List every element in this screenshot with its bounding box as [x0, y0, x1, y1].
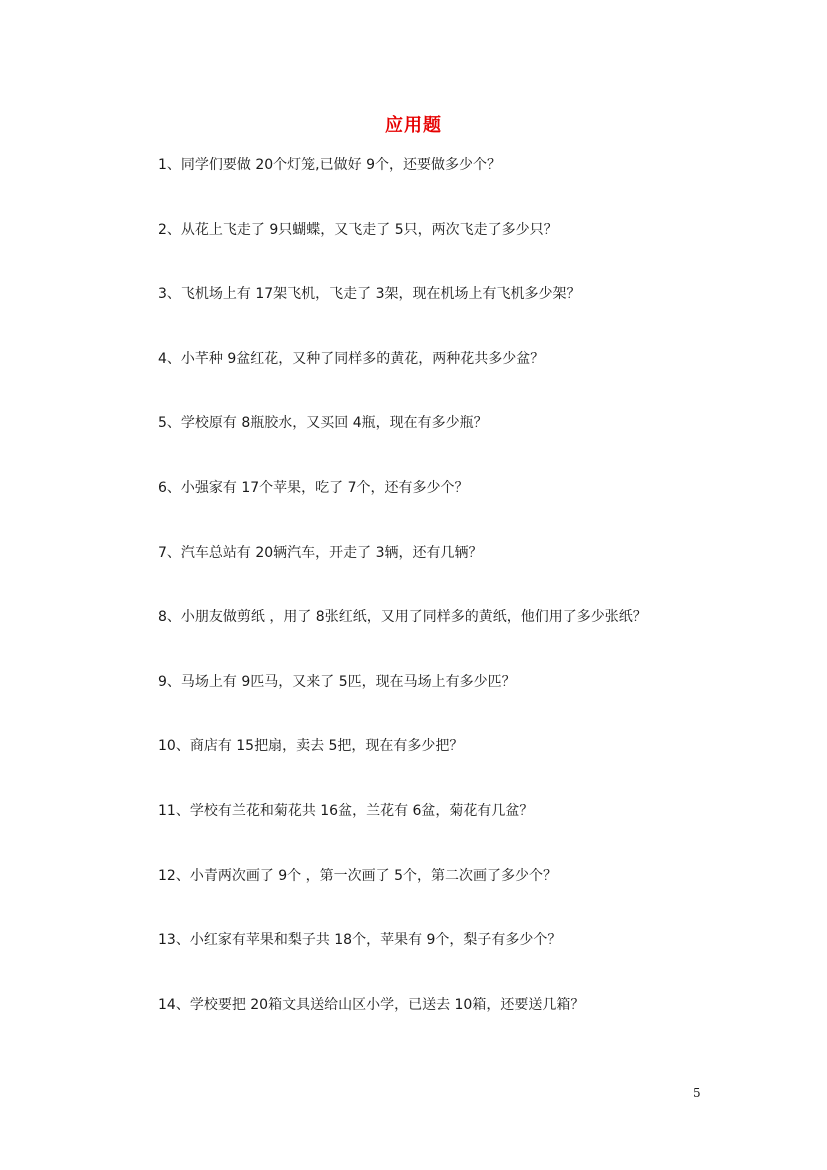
page-title: 应用题: [385, 115, 442, 136]
question-item: 13、小红家有苹果和梨子共 18个，苹果有 9个，梨子有多少个？: [158, 932, 562, 949]
question-item: 1、同学们要做 20个灯笼,已做好 9个，还要做多少个？: [158, 157, 501, 173]
question-item: 2、从花上飞走了 9只蝴蝶，又飞走了 5只，两次飞走了多少只？: [158, 221, 558, 238]
question-item: 8、小朋友做剪纸 ，用了 8张红纸，又用了同样多的黄纸，他们用了多少张纸？: [158, 609, 647, 626]
question-item: 7、汽车总站有 20辆汽车，开走了 3辆，还有几辆？: [158, 544, 483, 561]
question-item: 9、马场上有 9匹马，又来了 5匹，现在马场上有多少匹？: [158, 673, 516, 690]
question-item: 11、学校有兰花和菊花共 16盆，兰花有 6盆，菊花有几盆？: [158, 802, 534, 819]
question-item: 3、飞机场上有 17架飞机，飞走了 3架，现在机场上有飞机多少架？: [158, 286, 581, 303]
question-item: 4、小芊种 9盆红花，又种了同样多的黄花，两种花共多少盆？: [158, 350, 545, 367]
question-item: 5、学校原有 8瓶胶水，又买回 4瓶，现在有多少瓶？: [158, 415, 488, 432]
page-number: 5: [693, 1086, 701, 1100]
question-item: 6、小强家有 17个苹果，吃了 7个，还有多少个？: [158, 479, 469, 496]
question-list: [158, 155, 718, 1059]
question-item: 14、学校要把 20箱文具送给山区小学，已送去 10箱，还要送几箱？: [158, 996, 585, 1013]
question-item: 12、小青两次画了 9个 ，第一次画了 5个，第二次画了多少个？: [158, 867, 557, 884]
question-item: 10、商店有 15把扇，卖去 5把，现在有多少把？: [158, 738, 464, 755]
